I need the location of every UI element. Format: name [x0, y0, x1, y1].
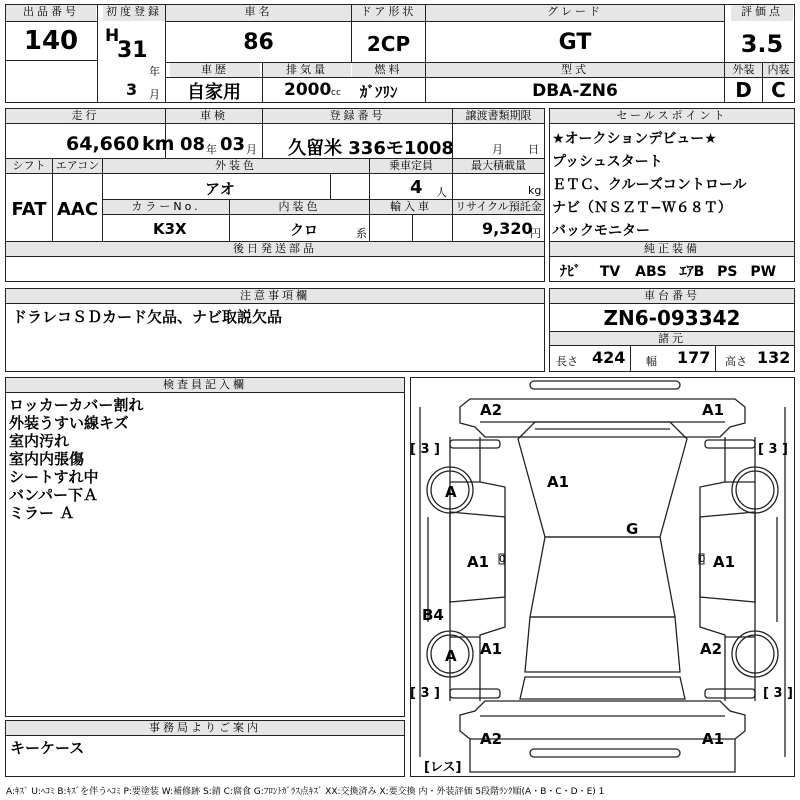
shift-label: シフト: [6, 159, 52, 173]
mirror-right-mark: 0: [699, 554, 706, 565]
inspector-line: ロッカーカバー割れ: [9, 396, 144, 414]
office-label: 事務局よりご案内: [6, 721, 404, 735]
mileage-unit: km: [142, 133, 175, 155]
sales-line: プッシュスタート: [552, 154, 663, 170]
score-value: 3.5: [740, 30, 784, 58]
colorno-label: カラーNo.: [103, 200, 229, 214]
reg-month-unit: 月: [149, 88, 160, 101]
type-label: 型式: [426, 63, 724, 77]
plate-number: 久留米 336モ1008: [288, 138, 454, 159]
equipment-list: [560, 261, 776, 281]
capacity-unit: 人: [436, 186, 447, 199]
ext-label: 外装: [725, 63, 762, 77]
length-label: 長さ: [556, 355, 578, 368]
mark-rocker-left: B4: [422, 606, 444, 624]
inspector-line: シートすれ中: [9, 468, 99, 486]
sales-label: セールスポイント: [550, 109, 794, 123]
intcolor-unit: 系: [356, 227, 367, 240]
displacement-label: 排気量: [263, 63, 351, 77]
colorno-value: K3X: [153, 220, 187, 238]
sales-line: ナビ（ＮＳＺＴ−Ｗ６８Ｔ）: [552, 200, 732, 216]
mark-wheel-rl: A: [445, 647, 457, 665]
office-text: キーケース: [10, 739, 85, 757]
grade-label: グレード: [426, 5, 724, 21]
load-label: 最大積載量: [453, 159, 544, 173]
mark-door-right: A1: [713, 553, 736, 571]
reg-year-unit: 年: [149, 65, 160, 78]
rear-bumper-icon: [530, 749, 680, 757]
transfer-month-unit: 月: [492, 143, 503, 156]
inspector-line: 室内内張傷: [9, 450, 85, 468]
inspection-label: 車検: [166, 109, 262, 123]
equipment-item: PW: [750, 264, 777, 280]
height-value: 132: [757, 348, 791, 367]
equipment-item: PS: [717, 264, 738, 280]
caution-text: ドラレコＳＤカード欠品、ナビ取説欠品: [12, 308, 283, 326]
inspector-line: 外装うすい線キズ: [9, 414, 129, 432]
later-parts-label: 後日発送部品: [6, 242, 544, 256]
caution-label: 注意事項欄: [6, 289, 544, 303]
int-grade: C: [771, 78, 786, 102]
intcolor-value: クロ: [290, 223, 318, 239]
width-value: 177: [677, 348, 711, 367]
fuel-label: 燃料: [352, 63, 425, 77]
ac-label: エアコン: [53, 159, 102, 173]
chassis-number: ZN6-093342: [603, 306, 741, 330]
mark-rear-quarter-left: A1: [480, 640, 503, 658]
specs-label: 諸元: [550, 332, 794, 345]
door-label: ドア形状: [352, 5, 425, 21]
transfer-label: 譲渡書類期限: [453, 109, 544, 123]
recycle-value: 9,320: [482, 219, 533, 238]
mileage-value: 64,660: [66, 133, 140, 155]
length-value: 424: [592, 348, 626, 367]
tire-fr: [ 3 ]: [758, 442, 788, 457]
mark-rear-left: A2: [480, 730, 503, 748]
capacity-value: 4: [410, 177, 423, 198]
damage-legend: A:ｷｽﾞ U:ﾍｺﾐ B:ｷｽﾞを伴うﾍｺﾐ P:要塗装 W:補修跡 S:錆 C:腐食 G:ﾌﾛﾝﾄｶﾞﾗｽ点ｷｽﾞ XX:交換済み X:要交換 内・外装評価 5段階ﾗﾝｸ順(A・B・C・D・E) 1: [6, 787, 605, 797]
mark-front-right: A1: [702, 401, 725, 419]
import-label: 輸入車: [370, 200, 452, 214]
tire-rl: [ 3 ]: [410, 686, 440, 701]
reg-month: 3: [126, 80, 138, 99]
grade-value: GT: [558, 30, 592, 55]
intcolor-label: 内装色: [230, 200, 369, 214]
type-value: DBA-ZN6: [532, 81, 618, 101]
history-label: 車歴: [170, 63, 260, 77]
load-unit: kg: [528, 184, 542, 197]
mark-rear-right: A1: [702, 730, 725, 748]
chassis-label: 車台番号: [550, 289, 794, 303]
history-value: 自家用: [187, 82, 241, 103]
front-bumper-icon: [530, 381, 680, 389]
spare-tire: [レス]: [424, 760, 462, 775]
sales-line: バックモニター: [552, 223, 650, 239]
transfer-day-unit: 日: [528, 143, 539, 156]
inspector-label: 検査員記入欄: [6, 378, 404, 392]
car-diagram: [410, 377, 795, 777]
int-label: 内装: [763, 63, 794, 77]
reg-year: 31: [117, 38, 148, 63]
door-type: 2CP: [366, 32, 411, 56]
era: H: [105, 26, 120, 46]
width-label: 幅: [646, 355, 657, 368]
ac-value: AAC: [56, 199, 99, 220]
mark-front-left: A2: [480, 401, 503, 419]
equipment-item: ﾅﾋﾞ: [560, 264, 581, 280]
recycle-label: リサイクル預託金: [453, 200, 544, 214]
mark-rear-quarter-right: A2: [700, 640, 723, 658]
plate-label: 登録番号: [263, 109, 452, 123]
first-reg-label: 初度登録: [103, 5, 165, 21]
recycle-unit: 円: [530, 227, 541, 240]
color-value: アオ: [205, 180, 235, 198]
lot-number: 140: [23, 26, 79, 56]
shift-value: FAT: [11, 199, 47, 220]
equipment-item: ABS: [635, 264, 667, 280]
mark-door-left: A1: [467, 553, 490, 571]
insp-year-unit: 年: [206, 143, 217, 156]
mark-roof: G: [626, 520, 639, 538]
equipment-item: ｴｱB: [679, 264, 705, 280]
mirror-left-mark: 0: [499, 554, 506, 565]
equipment-label: 純正装備: [550, 242, 794, 256]
capacity-label: 乗車定員: [370, 159, 452, 173]
displacement-value: 2000: [284, 80, 332, 100]
height-label: 高さ: [725, 355, 747, 368]
sales-line: ＥＴＣ、クルーズコントロール: [552, 177, 747, 193]
sales-line: ★オークションデビュー★: [552, 131, 717, 147]
mark-wheel-fl: A: [445, 483, 457, 501]
inspector-line: 室内汚れ: [9, 432, 70, 450]
model-label: 車名: [166, 5, 351, 21]
hood-icon: [518, 422, 687, 537]
mark-hood: A1: [547, 473, 570, 491]
rear-glass-icon: [525, 617, 680, 672]
inspector-line: ミラー Ａ: [9, 504, 75, 522]
insp-month: 03: [220, 134, 246, 155]
tire-rr: [ 3 ]: [763, 686, 793, 701]
inspector-line: バンパー下Ａ: [9, 486, 98, 504]
fuel-value: ｶﾞｿﾘﾝ: [360, 83, 398, 101]
ext-grade: D: [735, 78, 752, 102]
insp-month-unit: 月: [246, 143, 257, 156]
mileage-label: 走行: [6, 109, 165, 123]
lot-label: 出品番号: [6, 5, 96, 21]
score-label: 評価点: [731, 5, 793, 21]
insp-year: 08: [180, 134, 206, 155]
roof-icon: [530, 537, 675, 617]
equipment-item: TV: [599, 264, 621, 280]
tire-fl: [ 3 ]: [410, 442, 440, 457]
displacement-unit: cc: [331, 88, 341, 98]
model-name: 86: [243, 30, 274, 55]
color-label: 外装色: [103, 159, 369, 173]
